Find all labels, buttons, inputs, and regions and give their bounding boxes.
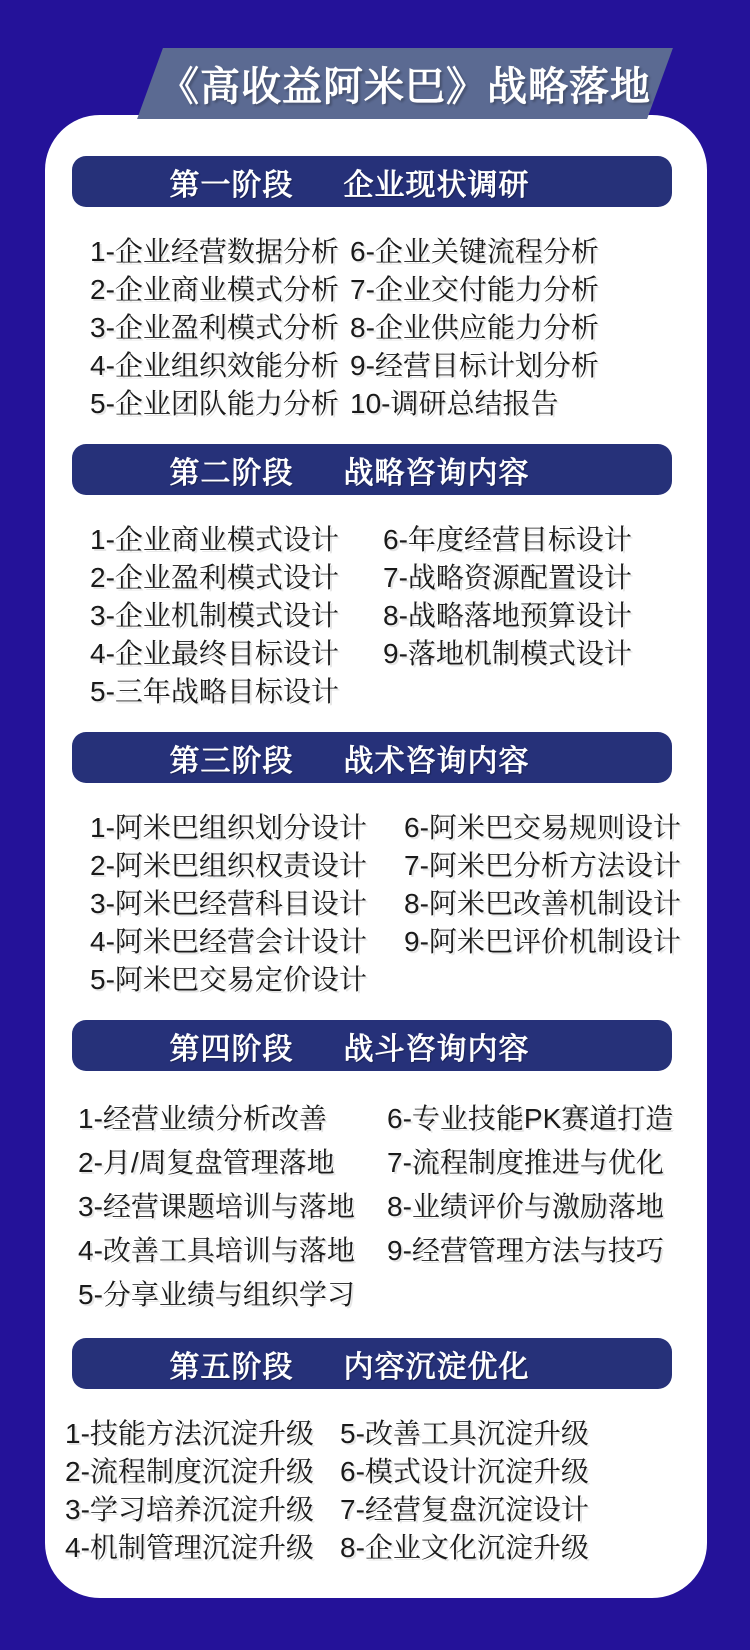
list-item: 2-企业商业模式分析 [90, 274, 339, 305]
item-list-right [387, 1097, 707, 1317]
list-item: 5-改善工具沉淀升级 [340, 1418, 589, 1449]
phase-header-bar [72, 1338, 672, 1389]
phase-name: 第一阶段 [169, 168, 294, 202]
phase-item-columns [45, 1415, 707, 1567]
phase-section [45, 1020, 707, 1317]
list-item: 5-三年战略目标设计 [90, 676, 339, 707]
phase-topic: 战术咨询内容 [343, 744, 530, 778]
list-item: 9-经营目标计划分析 [350, 350, 599, 381]
phase-name: 第三阶段 [169, 744, 294, 778]
list-item: 2-阿米巴组织权责设计 [90, 850, 367, 881]
phase-section [45, 732, 707, 999]
list-item: 6-年度经营目标设计 [383, 524, 632, 555]
list-item: 3-企业盈利模式分析 [90, 312, 339, 343]
phase-header-bar [72, 1020, 672, 1071]
list-item: 1-企业商业模式设计 [90, 524, 339, 555]
list-item: 8-企业文化沉淀升级 [340, 1532, 589, 1563]
item-list-right [404, 809, 707, 999]
list-item: 3-企业机制模式设计 [90, 600, 339, 631]
phase-name: 第五阶段 [169, 1350, 294, 1384]
item-list-left [78, 1097, 387, 1317]
list-item: 4-改善工具培训与落地 [78, 1235, 355, 1266]
list-item: 3-阿米巴经营科目设计 [90, 888, 367, 919]
list-item: 7-企业交付能力分析 [350, 274, 599, 305]
list-item: 4-阿米巴经营会计设计 [90, 926, 367, 957]
phase-header-bar [72, 732, 672, 783]
phase-item-columns [45, 521, 707, 711]
list-item: 8-企业供应能力分析 [350, 312, 599, 343]
list-item: 7-流程制度推进与优化 [387, 1147, 664, 1178]
item-list-right [383, 521, 707, 711]
list-item: 4-机制管理沉淀升级 [65, 1532, 314, 1563]
phase-topic: 企业现状调研 [343, 168, 530, 202]
phase-topic: 内容沉淀优化 [343, 1350, 530, 1384]
list-item: 6-阿米巴交易规则设计 [404, 812, 681, 843]
list-item: 7-战略资源配置设计 [383, 562, 632, 593]
phase-name: 第四阶段 [169, 1032, 294, 1066]
item-list-left [90, 521, 383, 711]
phase-header-bar [72, 444, 672, 495]
list-item: 2-流程制度沉淀升级 [65, 1456, 314, 1487]
list-item: 9-阿米巴评价机制设计 [404, 926, 681, 957]
list-item: 1-企业经营数据分析 [90, 236, 339, 267]
poster-title: 《高收益阿米巴》战略落地 [159, 65, 651, 109]
phase-header-bar [72, 156, 672, 207]
list-item: 4-企业最终目标设计 [90, 638, 339, 669]
list-item: 6-专业技能PK赛道打造 [387, 1103, 674, 1134]
item-list-right [340, 1415, 707, 1567]
phase-topic: 战略咨询内容 [343, 456, 530, 490]
list-item: 7-阿米巴分析方法设计 [404, 850, 681, 881]
phase-topic: 战斗咨询内容 [343, 1032, 530, 1066]
phase-item-columns [45, 233, 707, 423]
list-item: 1-经营业绩分析改善 [78, 1103, 327, 1134]
title-banner [137, 48, 673, 119]
list-item: 9-落地机制模式设计 [383, 638, 632, 669]
list-item: 4-企业组织效能分析 [90, 350, 339, 381]
list-item: 5-分享业绩与组织学习 [78, 1279, 355, 1310]
list-item: 6-模式设计沉淀升级 [340, 1456, 589, 1487]
list-item: 5-阿米巴交易定价设计 [90, 964, 367, 995]
list-item: 3-学习培养沉淀升级 [65, 1494, 314, 1525]
phase-name: 第二阶段 [169, 456, 294, 490]
list-item: 2-月/周复盘管理落地 [78, 1147, 335, 1178]
item-list-left [90, 809, 404, 999]
item-list-left [90, 233, 350, 423]
list-item: 2-企业盈利模式设计 [90, 562, 339, 593]
list-item: 6-企业关键流程分析 [350, 236, 599, 267]
list-item: 8-阿米巴改善机制设计 [404, 888, 681, 919]
list-item: 3-经营课题培训与落地 [78, 1191, 355, 1222]
list-item: 9-经营管理方法与技巧 [387, 1235, 664, 1266]
list-item: 8-战略落地预算设计 [383, 600, 632, 631]
phase-section [45, 156, 707, 423]
content-card [45, 115, 707, 1598]
item-list-right [350, 233, 707, 423]
list-item: 1-技能方法沉淀升级 [65, 1418, 314, 1449]
item-list-left [65, 1415, 340, 1567]
list-item: 8-业绩评价与激励落地 [387, 1191, 664, 1222]
phase-item-columns [45, 1097, 707, 1317]
phase-section [45, 444, 707, 711]
list-item: 1-阿米巴组织划分设计 [90, 812, 367, 843]
list-item: 10-调研总结报告 [350, 388, 559, 419]
phase-section [45, 1338, 707, 1567]
list-item: 5-企业团队能力分析 [90, 388, 339, 419]
phase-item-columns [45, 809, 707, 999]
list-item: 7-经营复盘沉淀设计 [340, 1494, 589, 1525]
